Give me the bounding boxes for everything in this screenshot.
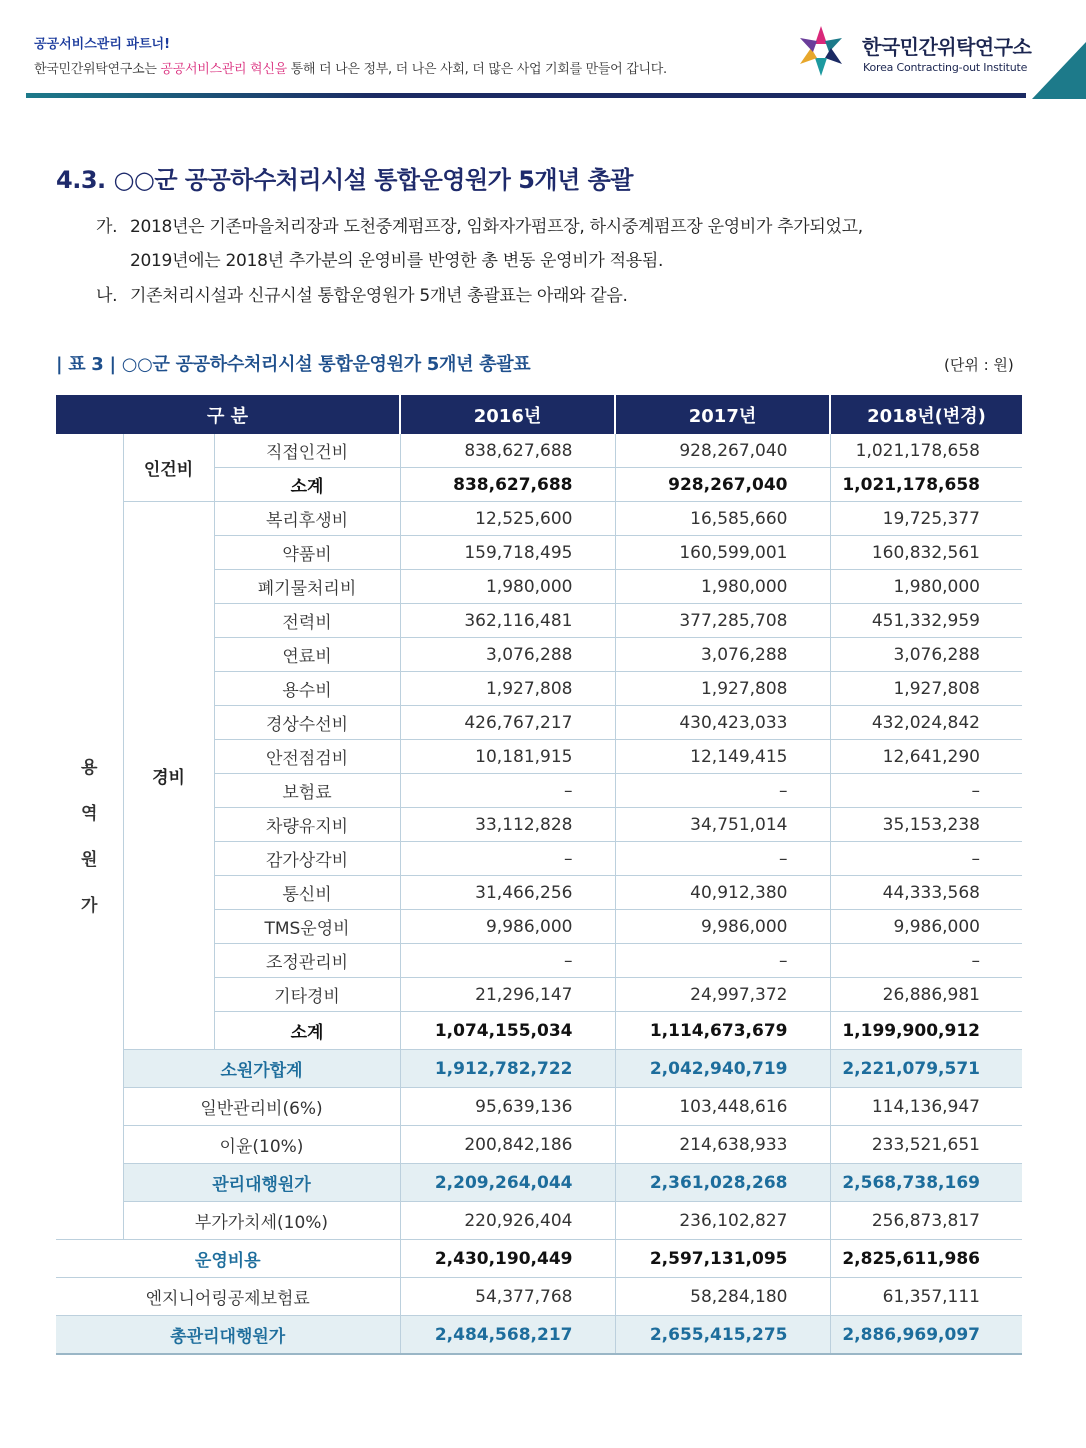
value-cell: 9,986,000 — [615, 910, 830, 944]
value-cell: 12,525,600 — [400, 502, 615, 536]
service-cost-group-label — [56, 434, 123, 1240]
value-cell: 1,927,808 — [400, 672, 615, 706]
paragraph-ga — [96, 212, 863, 237]
value-cell: 1,980,000 — [830, 570, 1022, 604]
value-cell: 21,296,147 — [400, 978, 615, 1012]
value-cell: 214,638,933 — [615, 1126, 830, 1164]
value-cell: 1,912,782,722 — [400, 1050, 615, 1088]
value-cell: 2,597,131,095 — [615, 1240, 830, 1278]
value-cell: 95,639,136 — [400, 1088, 615, 1126]
row-label: 소계 — [214, 1012, 400, 1050]
value-cell: 58,284,180 — [615, 1278, 830, 1316]
row-label: 복리후생비 — [214, 502, 400, 536]
value-cell: 1,927,808 — [615, 672, 830, 706]
value-cell: – — [615, 774, 830, 808]
header-2018: 2018년(변경) — [830, 395, 1022, 434]
value-cell: 16,585,660 — [615, 502, 830, 536]
row-label: 약품비 — [214, 536, 400, 570]
row-label: 보험료 — [214, 774, 400, 808]
value-cell: 1,980,000 — [615, 570, 830, 604]
labor-group-label: 인건비 — [123, 434, 214, 502]
value-cell: 31,466,256 — [400, 876, 615, 910]
row-label: 운영비용 — [56, 1240, 400, 1278]
table-row — [56, 1202, 1022, 1240]
table-row — [56, 1240, 1022, 1278]
row-label: 일반관리비(6%) — [123, 1088, 400, 1126]
value-cell: 12,149,415 — [615, 740, 830, 774]
value-cell: – — [615, 842, 830, 876]
value-cell: 1,114,673,679 — [615, 1012, 830, 1050]
value-cell: 1,021,178,658 — [830, 468, 1022, 502]
value-cell: 2,825,611,986 — [830, 1240, 1022, 1278]
value-cell: 1,980,000 — [400, 570, 615, 604]
row-label: 소원가합계 — [123, 1050, 400, 1088]
table-row — [56, 1050, 1022, 1088]
mission-text-pre: 한국민간위탁연구소는 — [34, 62, 161, 77]
value-cell: – — [400, 774, 615, 808]
row-label: 감가상각비 — [214, 842, 400, 876]
value-cell: 377,285,708 — [615, 604, 830, 638]
value-cell: 9,986,000 — [830, 910, 1022, 944]
value-cell: 35,153,238 — [830, 808, 1022, 842]
value-cell: 432,024,842 — [830, 706, 1022, 740]
value-cell: 19,725,377 — [830, 502, 1022, 536]
paragraph-text: 2018년은 기존마을처리장과 도천중계펌프장, 임화자가펌프장, 하시중계펌프장 운영비가 추가되었고, — [130, 217, 863, 237]
value-cell: 10,181,915 — [400, 740, 615, 774]
row-label: 폐기물처리비 — [214, 570, 400, 604]
value-cell: 1,021,178,658 — [830, 434, 1022, 468]
value-cell: 256,873,817 — [830, 1202, 1022, 1240]
mission-highlight: 공공서비스관리 혁신을 — [160, 62, 287, 77]
value-cell: 3,076,288 — [615, 638, 830, 672]
paragraph-text: 기존처리시설과 신규시설 통합운영원가 5개년 총괄표는 아래와 같음. — [130, 286, 628, 306]
value-cell: 103,448,616 — [615, 1088, 830, 1126]
table-header-row — [56, 395, 1022, 434]
value-cell: 114,136,947 — [830, 1088, 1022, 1126]
value-cell: 160,599,001 — [615, 536, 830, 570]
paragraph-ga-cont — [96, 246, 663, 271]
value-cell: 1,074,155,034 — [400, 1012, 615, 1050]
value-cell: 2,221,079,571 — [830, 1050, 1022, 1088]
header-divider — [26, 93, 1026, 98]
table-unit: (단위 : 원) — [944, 356, 1014, 374]
value-cell: 159,718,495 — [400, 536, 615, 570]
value-cell: 233,521,651 — [830, 1126, 1022, 1164]
value-cell: – — [400, 842, 615, 876]
value-cell: 2,886,969,097 — [830, 1316, 1022, 1355]
table-body — [56, 434, 1022, 1354]
value-cell: 2,430,190,449 — [400, 1240, 615, 1278]
table-caption: | 표 3 | ○○군 공공하수처리시설 통합운영원가 5개년 총괄표 — [56, 354, 531, 375]
paragraph-marker: 나. — [96, 286, 118, 306]
table-row — [56, 1164, 1022, 1202]
value-cell: 2,042,940,719 — [615, 1050, 830, 1088]
value-cell: 3,076,288 — [830, 638, 1022, 672]
value-cell: 2,568,738,169 — [830, 1164, 1022, 1202]
row-label: 연료비 — [214, 638, 400, 672]
value-cell: – — [830, 944, 1022, 978]
cost-summary-table — [56, 395, 1022, 1355]
row-label: 관리대행원가 — [123, 1164, 400, 1202]
table-row — [56, 1316, 1022, 1355]
value-cell: 220,926,404 — [400, 1202, 615, 1240]
value-cell: 160,832,561 — [830, 536, 1022, 570]
row-label: 안전점검비 — [214, 740, 400, 774]
value-cell: 24,997,372 — [615, 978, 830, 1012]
mission-text-post: 통해 더 나은 정부, 더 나은 사회, 더 많은 사업 기회를 만들어 갑니다. — [286, 62, 667, 77]
value-cell: 44,333,568 — [830, 876, 1022, 910]
value-cell: 451,332,959 — [830, 604, 1022, 638]
value-cell: 236,102,827 — [615, 1202, 830, 1240]
paragraph-marker: 가. — [96, 217, 118, 237]
value-cell: 928,267,040 — [615, 434, 830, 468]
row-label: 기타경비 — [214, 978, 400, 1012]
row-label: 용수비 — [214, 672, 400, 706]
group-label-char: 원 — [81, 849, 98, 870]
table-row — [56, 1278, 1022, 1316]
value-cell: 33,112,828 — [400, 808, 615, 842]
header-category: 구 분 — [56, 395, 400, 434]
value-cell: 9,986,000 — [400, 910, 615, 944]
group-label-char: 역 — [81, 803, 98, 824]
value-cell: 838,627,688 — [400, 434, 615, 468]
header-2017: 2017년 — [615, 395, 830, 434]
row-label: 총관리대행원가 — [56, 1316, 400, 1355]
value-cell: 3,076,288 — [400, 638, 615, 672]
row-label: 조정관리비 — [214, 944, 400, 978]
value-cell: 928,267,040 — [615, 468, 830, 502]
row-label: 전력비 — [214, 604, 400, 638]
row-label: 차량유지비 — [214, 808, 400, 842]
row-label: TMS운영비 — [214, 910, 400, 944]
value-cell: – — [830, 774, 1022, 808]
row-label: 경상수선비 — [214, 706, 400, 740]
row-label: 엔지니어링공제보험료 — [56, 1278, 400, 1316]
table-row — [56, 1126, 1022, 1164]
value-cell: 61,357,111 — [830, 1278, 1022, 1316]
value-cell: 838,627,688 — [400, 468, 615, 502]
value-cell: 26,886,981 — [830, 978, 1022, 1012]
value-cell: 40,912,380 — [615, 876, 830, 910]
row-label: 이윤(10%) — [123, 1126, 400, 1164]
table-row — [56, 502, 1022, 536]
header-corner-accent — [1032, 42, 1086, 99]
paragraph-text: 2019년에는 2018년 추가분의 운영비를 반영한 총 변동 운영비가 적용됨. — [130, 251, 664, 271]
row-label: 부가가치세(10%) — [123, 1202, 400, 1240]
table-row — [56, 1088, 1022, 1126]
value-cell: 2,484,568,217 — [400, 1316, 615, 1355]
section-title: 4.3. ○○군 공공하수처리시설 통합운영원가 5개년 총괄 — [56, 166, 633, 194]
value-cell: – — [400, 944, 615, 978]
paragraph-na — [96, 281, 628, 306]
value-cell: – — [615, 944, 830, 978]
value-cell: 1,199,900,912 — [830, 1012, 1022, 1050]
logo-name: 한국민간위탁연구소 — [862, 35, 1032, 59]
value-cell: 200,842,186 — [400, 1126, 615, 1164]
value-cell: 2,655,415,275 — [615, 1316, 830, 1355]
group-label-char: 용 — [81, 757, 98, 778]
value-cell: 34,751,014 — [615, 808, 830, 842]
expense-group-label: 경비 — [123, 502, 214, 1050]
row-label: 통신비 — [214, 876, 400, 910]
value-cell: 54,377,768 — [400, 1278, 615, 1316]
value-cell: 426,767,217 — [400, 706, 615, 740]
value-cell: – — [830, 842, 1022, 876]
row-label: 직접인건비 — [214, 434, 400, 468]
value-cell: 1,927,808 — [830, 672, 1022, 706]
value-cell: 2,209,264,044 — [400, 1164, 615, 1202]
value-cell: 362,116,481 — [400, 604, 615, 638]
value-cell: 430,423,033 — [615, 706, 830, 740]
value-cell: 2,361,028,268 — [615, 1164, 830, 1202]
header-tagline: 공공서비스관리 파트너! — [34, 37, 171, 52]
table-row — [56, 434, 1022, 468]
header-2016: 2016년 — [400, 395, 615, 434]
row-label: 소계 — [214, 468, 400, 502]
group-label-char: 가 — [81, 895, 98, 916]
page-header — [0, 0, 1086, 100]
header-mission — [34, 58, 667, 77]
value-cell: 12,641,290 — [830, 740, 1022, 774]
logo-subtitle: Korea Contracting-out Institute — [863, 61, 1028, 74]
